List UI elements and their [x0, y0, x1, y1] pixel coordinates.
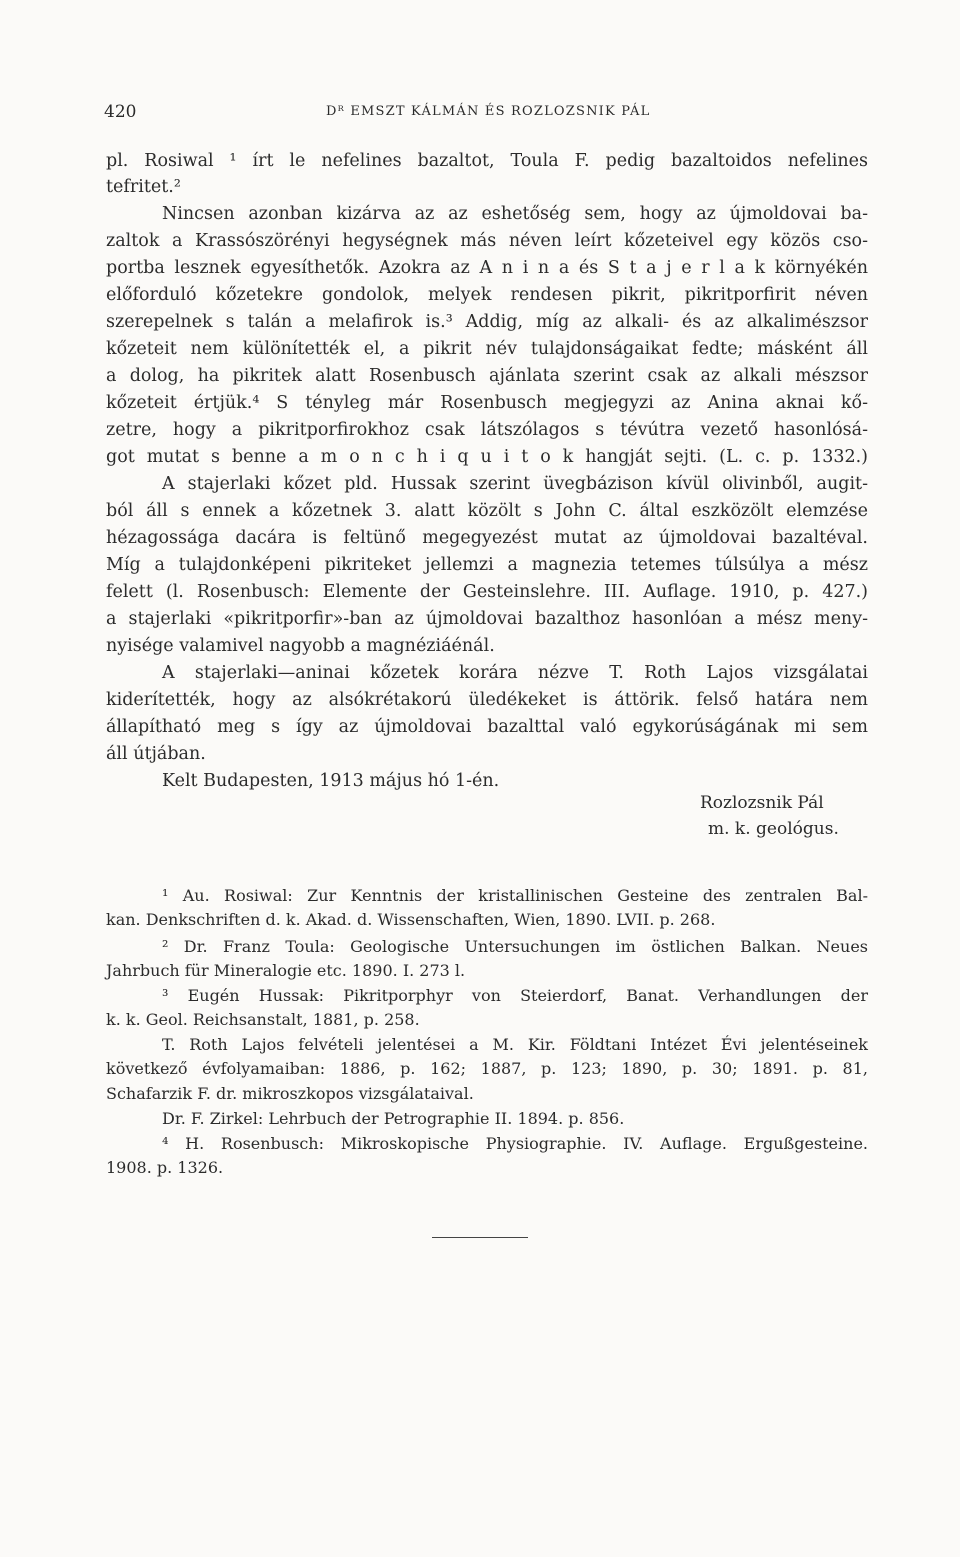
signature-name: Rozlozsnik Pál: [700, 793, 824, 813]
body-line: nyisége valamivel nagyobb a magnéziáénál.: [106, 636, 495, 656]
footnote-line: T. Roth Lajos felvételi jelentései a M. Kir. Földtani Intézet Évi jelentéseinek: [162, 1035, 868, 1054]
body-line: szerepelnek s talán a melafirok is.³ Addig, míg az alkali- és az alkalimészsor: [106, 312, 868, 332]
footnote-line: következő évfolyamaiban: 1886, p. 162; 1887, p. 123; 1890, p. 30; 1891. p. 81,: [106, 1059, 868, 1078]
body-line: előforduló kőzetekre gondolok, melyek rendesen pikrit, pikritporfirit néven: [106, 285, 868, 305]
footnote-line: 1908. p. 1326.: [106, 1158, 224, 1177]
footnote-line: k. k. Geol. Reichsanstalt, 1881, p. 258.: [106, 1010, 420, 1029]
footnote-line: ¹ Au. Rosiwal: Zur Kenntnis der kristallinischen Gesteine des zentralen Bal-: [162, 886, 868, 905]
footnote-line: Dr. F. Zirkel: Lehrbuch der Petrographie II. 1894. p. 856.: [162, 1109, 625, 1128]
footnote-line: ² Dr. Franz Toula: Geologische Untersuchungen im östlichen Balkan. Neues: [162, 937, 868, 956]
signature-title: m. k. geológus.: [708, 819, 839, 839]
body-line: zetre, hogy a pikritporfirokhoz csak látszólagos s tévútra vezető hasonlósá-: [106, 420, 868, 440]
footnote-line: Jahrbuch für Mineralogie etc. 1890. I. 273 l.: [106, 961, 466, 980]
body-line: tefritet.²: [106, 177, 181, 197]
body-line: got mutat s benne a m o n c h i q u i t o k hangját sejti. (L. c. p. 1332.): [106, 447, 868, 467]
body-line: felett (l. Rosenbusch: Elemente der Gesteinslehre. III. Auflage. 1910, p. 427.): [106, 582, 868, 602]
footnote-line: Schafarzik F. dr. mikroszkopos vizsgálataival.: [106, 1084, 474, 1103]
body-line: portba lesznek egyesíthetők. Azokra az A n i n a és S t a j e r l a k környékén: [106, 258, 868, 278]
body-line: zaltok a Krassószörényi hegységnek más néven leírt kőzeteivel egy közös cso-: [106, 231, 868, 251]
footnote-line: ⁴ H. Rosenbusch: Mikroskopische Physiographie. IV. Auflage. Ergußgesteine.: [162, 1134, 868, 1153]
body-line: kiderítették, hogy az alsókrétakorú üledékeket is áttörik. felső határa nem: [106, 690, 868, 710]
body-line: ból áll s ennek a kőzetnek 3. alatt közölt s John C. által eszközölt elemzése: [106, 501, 868, 521]
running-title: Dᴿ EMSZT KÁLMÁN ÉS ROZLOZSNIK PÁL: [326, 104, 651, 119]
body-line: pl. Rosiwal ¹ írt le nefelines bazaltot, Toula F. pedig bazaltoidos nefelines: [106, 151, 868, 171]
body-line: a stajerlaki «pikritporfir»-ban az újmoldovai bazalthoz hasonlóan a mész meny-: [106, 609, 868, 629]
body-line: a dolog, ha pikritek alatt Rosenbusch ajánlata szerint csak az alkali mészsor: [106, 366, 868, 386]
body-line: állapítható meg s így az újmoldovai bazalttal való egykorúságának mi sem: [106, 717, 868, 737]
body-line: A stajerlaki kőzet pld. Hussak szerint üvegbázison kívül olivinből, augit-: [162, 474, 868, 494]
footnote-line: ³ Eugén Hussak: Pikritporphyr von Steierdorf, Banat. Verhandlungen der: [162, 986, 868, 1005]
body-line: kőzeteit nem különítették el, a pikrit név tulajdonságaikat fedte; másként áll: [106, 339, 868, 359]
body-line: Kelt Budapesten, 1913 május hó 1-én.: [162, 771, 500, 791]
footnote-line: kan. Denkschriften d. k. Akad. d. Wissenschaften, Wien, 1890. LVII. p. 268.: [106, 910, 716, 929]
body-line: áll útjában.: [106, 744, 206, 764]
body-line: Nincsen azonban kizárva az az eshetőség sem, hogy az újmoldovai ba-: [162, 204, 868, 224]
page-number: 420: [104, 102, 137, 122]
body-line: hézagossága dacára is feltünő megegyezést mutat az újmoldovai bazaltéval.: [106, 528, 868, 548]
body-line: Míg a tulajdonképeni pikriteket jellemzi a magnezia tetemes túlsúlya a mész: [106, 555, 868, 575]
end-rule: [432, 1237, 528, 1238]
body-line: kőzeteit értjük.⁴ S tényleg már Rosenbusch megjegyzi az Anina aknai kő-: [106, 393, 868, 413]
body-line: A stajerlaki—aninai kőzetek korára nézve T. Roth Lajos vizsgálatai: [162, 663, 868, 683]
